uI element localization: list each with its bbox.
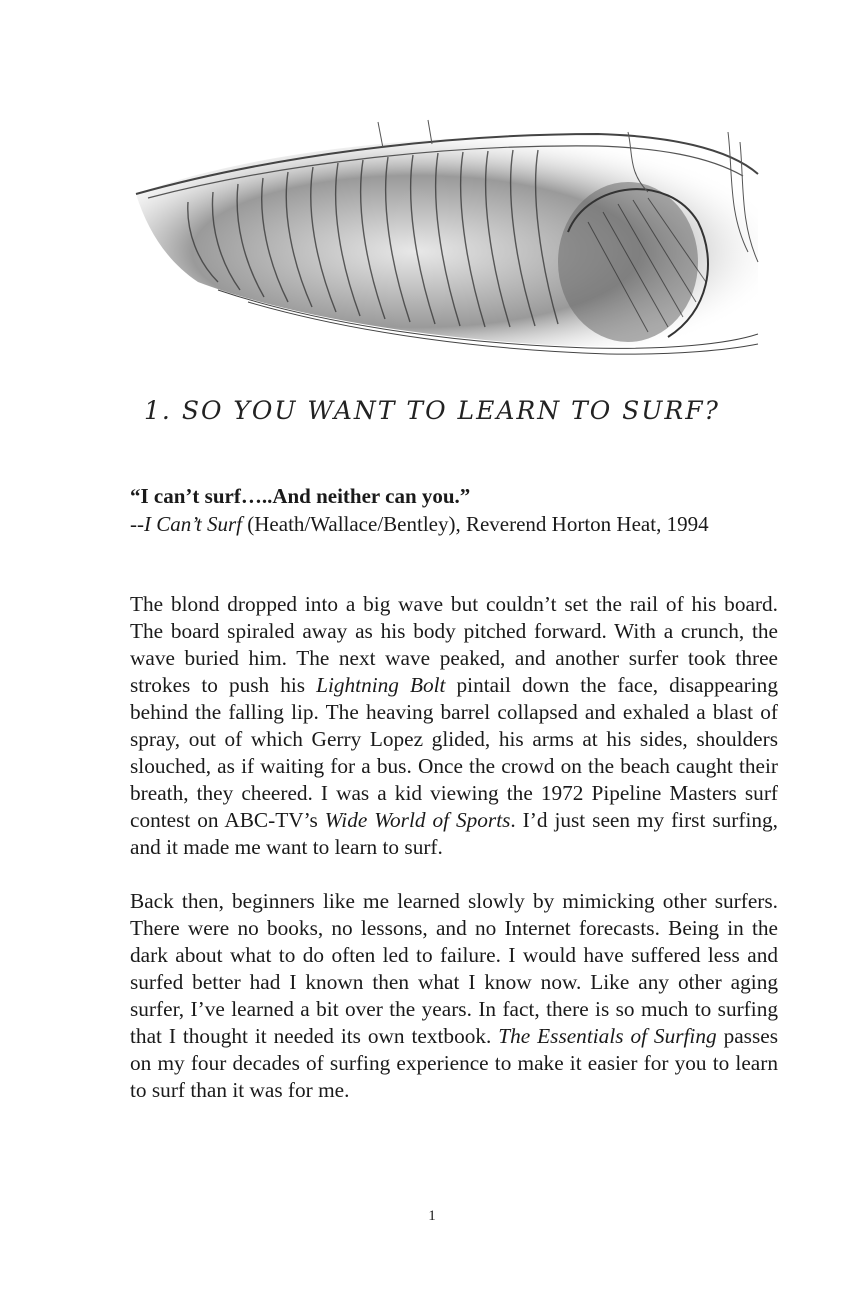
p1-text-c: . I’d just seen my first surfing, and it made me want to learn to surf. [130, 808, 778, 859]
p2-text-b: passes on my four decades of surfing experience to make it easier for you to learn to surf than it was for me. [130, 1024, 778, 1102]
epigraph [130, 482, 770, 538]
attribution-rest: (Heath/Wallace/Bentley), Reverend Horton Heat, 1994 [242, 512, 709, 536]
p1-text-b: pintail down the face, disappearing behind the falling lip. The heaving barrel collapsed and exhaled a blast of spray, out of which Gerry Lopez glided, his arms at his sides, shoulders slouched, as if waiting for a bus. Once the crowd on the beach caught their breath, they cheered. I was a kid viewing the 1972 Pipeline Masters surf contest on ABC-TV’s [130, 673, 778, 832]
book-title: The Essentials of Surfing [498, 1024, 717, 1048]
attribution-prefix: -- [130, 512, 144, 536]
song-title: I Can’t Surf [144, 512, 243, 536]
epigraph-attribution [130, 510, 770, 538]
body-text [130, 591, 778, 1131]
paragraph-1 [130, 591, 778, 861]
breaking-wave-icon [128, 112, 768, 384]
paragraph-2 [130, 888, 778, 1104]
p2-text-a: Back then, beginners like me learned slowly by mimicking other surfers. There were no books, no lessons, and no Internet forecasts. Being in the dark about what to do often led to failure. I would have suffered less and surfed better had I known then what I know now. Like any other aging surfer, I’ve learned a bit over the years. In fact, there is so much to surfing that I thought it needed its own textbook. [130, 889, 778, 1048]
show-title: Wide World of Sports [324, 808, 511, 832]
epigraph-quote: “I can’t surf…..And neither can you.” [130, 484, 471, 508]
page-number: 1 [428, 1208, 436, 1224]
wave-illustration [128, 112, 768, 384]
board-brand: Lightning Bolt [316, 673, 446, 697]
chapter-title: 1. SO YOU WANT TO LEARN TO SURF? [144, 396, 720, 425]
p1-text-a: The blond dropped into a big wave but couldn’t set the rail of his board. The board spiraled away as his body pitched forward. With a crunch, the wave buried him. The next wave peaked, and another surfer took three strokes to push his [130, 592, 778, 697]
